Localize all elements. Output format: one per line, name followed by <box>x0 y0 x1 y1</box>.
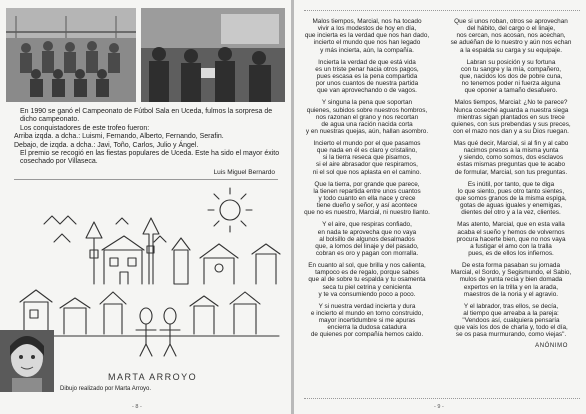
poem-column-left <box>300 18 434 343</box>
left-page <box>0 0 291 414</box>
poem-stanza <box>444 262 578 298</box>
poem-line: con el mazo nos dan y a su Dios ruegan. <box>453 127 569 135</box>
right-page <box>294 0 586 414</box>
poem-line: que incierta es la verdad que nos han dado, <box>304 32 430 40</box>
poem-line: mayor incertidumbre si me apuras <box>318 317 416 325</box>
poem-line: nacimos presos a la misma yunta <box>463 147 559 155</box>
poem-line: y más incierta, aún, la compañía. <box>320 46 414 54</box>
poem-line: "Vendoos así, cualquiera pensaría <box>462 317 560 325</box>
poem-line: que no es nuestro, Marcial, ni nuestro llanto. <box>304 209 430 217</box>
poem-line: no tenemos poder ni fuerza alguna <box>461 80 561 88</box>
poem-line: Mas atento, Marcial, que en esta valla <box>457 221 565 229</box>
poem-line: procura hacerte bien, que no nos vaya <box>456 235 566 243</box>
poem-stanza <box>444 140 578 176</box>
poem-line: que nada en él es claro y cristalino, <box>316 147 418 155</box>
poem-line: expertos en la trilla y en la arada, <box>463 283 559 291</box>
poem-line: y te va consumiendo poco a poco. <box>318 290 416 298</box>
page-number-right: - 9 - <box>434 404 444 410</box>
poem-line: que, a lomos del linaje y del pasado, <box>315 242 419 250</box>
poem-line: Y singuna la pena que soportan <box>321 99 413 107</box>
poem-line: que somos granos de la misma espiga, <box>455 195 567 202</box>
poem-line: cobran es oro y pagan con morralla. <box>315 249 419 257</box>
poem-line: tiene dueño y señor, y así acontece <box>316 202 418 210</box>
poem-line: en nada te aprovecha que no vaya <box>317 228 417 236</box>
poem-line: pues escasa es la pena compartida <box>316 72 418 80</box>
article-intro: En 1990 se ganó el Campeonato de Fútbol Sala en Uceda, fulmos la sorpresa de dicho campeonato. <box>20 108 273 124</box>
poem-line: que vais los dos de charla y, todo el día, <box>454 324 568 332</box>
poem-stanza <box>444 59 578 95</box>
poem-line: e incierto el mundo en torno construido, <box>310 309 424 317</box>
lineup-top-row: Arriba izqda. a dcha.: Luismi, Fernando, Alberto, Fernando, Serafin. <box>14 133 224 141</box>
poem-stanza <box>444 221 578 257</box>
poem-line: Nunca coseché aguarda a nuestra siega <box>453 106 569 114</box>
poem-line: Incierta la verdad de que está vida <box>318 58 416 66</box>
page-number-left: - 8 - <box>132 404 142 410</box>
poem-line: que, nacidos los dos de pobre cuna, <box>459 72 563 80</box>
poem-line: si la tierra reseca que pisamos, <box>322 154 412 162</box>
poem-line: quienes, subidos sobre nuestros hombros, <box>306 106 428 114</box>
team-photo-left <box>6 8 136 102</box>
poem-line: es un triste penar hacia otros pagos, <box>315 65 419 73</box>
poem-line: quienes, con sus prebendas y sus preces, <box>451 120 571 128</box>
poem-line: incierto el mundo que nos han legado <box>313 39 421 47</box>
poem-line: Y si nuestra verdad incierta y dura <box>318 302 416 310</box>
poem-line: que oponer a tamaño desafuero. <box>464 87 558 95</box>
lineup-bottom-row: Debajo, de izqda. a dcha.: Javi, Toño, Carlos, Julio y Ángel. <box>14 141 199 149</box>
poem-line: al bolsillo de algunos desalmados <box>319 235 415 243</box>
bottom-rule <box>304 398 580 399</box>
poem-line: de quienes por compañía hemos caído. <box>310 331 424 339</box>
poem-line: gotas de aguas iguales y enemigas, <box>460 202 562 210</box>
article-closing: El premio se recogió en las fiestas populares de Uceda. Este ha sido el mayor éxito cosechado por Villaseca. <box>20 150 280 166</box>
poem-stanza <box>300 18 434 54</box>
poem-line: mientras sigan plantados en sus trece <box>457 113 565 121</box>
poem-column-right <box>444 18 578 351</box>
poem-line: que al de sobre tu espalda y tu osamenta <box>308 276 426 284</box>
poem-stanza <box>444 99 578 135</box>
poem-stanza <box>300 221 434 257</box>
child-name-scrawl: MARTA ARROYO <box>108 372 198 382</box>
poem-line: de agua una ración nacida corta <box>321 120 413 128</box>
poem-line: Malos tiempos, Marcial: ¿No te parece? <box>454 99 568 107</box>
poem-line: De esta forma pasaban su jornada <box>461 262 561 270</box>
poem-line: Es inútil, por tanto, que te diga <box>467 180 555 188</box>
poem-line: la tienen repartida entre unos cuantos <box>313 187 421 195</box>
drawing-caption: Dibujo realizado por Marta Arroyo. <box>60 386 152 392</box>
poem-stanza <box>300 262 434 298</box>
poem-line: Que si unos roban, otros se aprovechan <box>454 18 568 25</box>
poem-line: y todo cuanto en ella nace y crece <box>318 195 416 202</box>
child-portrait-photo <box>0 330 54 392</box>
poem-line: lo que siento, pues otro tanto sientes, <box>457 187 565 195</box>
poem-line: se os pasa murmurando, como viejas". <box>455 331 567 339</box>
poem-line: del hábito, del cargo o el linaje, <box>466 25 556 33</box>
poem-line: se aduéñan de lo nuestro y aún nos echan <box>450 39 572 47</box>
poem-stanza <box>444 303 578 339</box>
poem-line: Labran su posición y su fortuna <box>466 58 556 66</box>
poem-line: estas mismas preguntas que te acabo <box>457 161 565 169</box>
poem-stanza <box>444 18 578 54</box>
lineup-title: Los conquistadores de este trofeo fueron: <box>20 124 150 132</box>
poem-line: maestros de la noria y el agravio. <box>463 290 559 298</box>
poem-line: Malos tiempos, Marcial, nos ha tocado <box>312 18 422 25</box>
poem-line: En cuanto al sol, que brilla y nos calienta, <box>308 262 426 270</box>
poem-line: al tiempo que arreaba a la pareja: <box>463 309 559 317</box>
poem-line: y en nuestras quejas, aún, hallan asombro. <box>305 127 429 135</box>
poem-line: Incierto el mundo por el que pasamos <box>313 140 421 148</box>
poem-line: Y el labrador, tras ellos, se decía, <box>463 302 559 310</box>
poem-line: nos cercan, nos acosan, nos acechan, <box>456 32 566 40</box>
top-rule <box>304 10 580 11</box>
poem-stanza <box>300 99 434 135</box>
poem-stanza <box>444 181 578 217</box>
poem-stanza <box>300 59 434 95</box>
poem-line: Que la tierra, por grande que parece, <box>314 180 420 188</box>
poem-line: si el aire abrasador que respiramos, <box>316 161 418 169</box>
poem-line: Y el aire, que respiras confiado, <box>322 221 412 229</box>
poem-stanza <box>300 140 434 176</box>
poem-line: ni el sol que nos aplasta en el camino. <box>312 168 422 176</box>
poem-line: encierra la dudosa catadura <box>327 324 407 332</box>
poem-line: que van aprovechando o de vagos. <box>317 87 417 95</box>
poem-line: por unos cuantos de nuestra partida <box>315 80 419 88</box>
article-signature: Luis Miguel Bernardo <box>213 169 275 176</box>
poem-line: seca tu piel cetrina y cenicienta <box>322 283 412 291</box>
trophy-photo-right <box>141 8 285 102</box>
poem-line: nos razonan el grano y nos recortan <box>315 113 419 121</box>
article-text <box>14 108 282 167</box>
poem-author: ANÓNIMO <box>535 343 568 350</box>
poem-line: con tu sangre y la mía, compañero, <box>460 65 562 73</box>
poem-line: Marcial, el Sordo, y Segismundo, el Sabio, <box>450 269 572 277</box>
poem-line: a la espalda su carga y su equipaje. <box>460 46 562 54</box>
poem-stanza <box>300 303 434 339</box>
poem-line: tampoco es de regalo, porque sabes <box>315 269 419 277</box>
poem-line: a fustigar el amo con la tralla <box>470 242 552 250</box>
poem-line: Mas qué decir, Marcial, si al fin y al cabo <box>453 140 569 148</box>
poem-line: pues, es de ellos los infiernos. <box>468 249 554 257</box>
poem-line: de formular, Marcial, son tus preguntas. <box>454 168 568 176</box>
poem-stanza <box>300 181 434 217</box>
poem-line: mulos de yunta recia y bien domada <box>459 276 563 284</box>
poem-line: acaba el sueño y hemos de volvernos <box>457 228 565 236</box>
section-divider <box>14 179 278 180</box>
poem-line: vivir a los modestos de hoy en día, <box>317 25 417 33</box>
poem-line: dientes del otro y a la vez, clientes. <box>461 209 561 217</box>
poem-line: y siendo, como somos, dos esclavos <box>458 154 564 162</box>
